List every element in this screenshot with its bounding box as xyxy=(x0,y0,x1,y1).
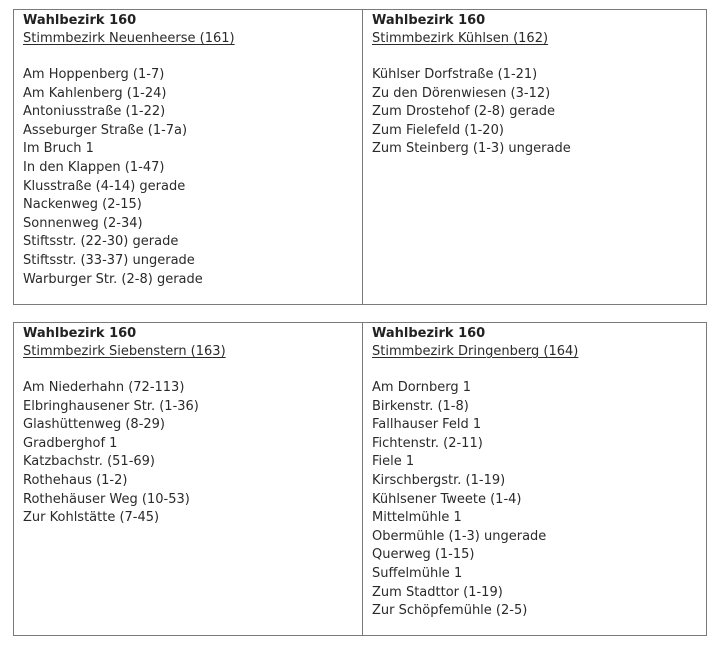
street-item: Katzbachstr. (51-69) xyxy=(23,454,155,470)
wahlbezirk-heading: Wahlbezirk 160 xyxy=(372,326,486,341)
street-item: Zur Kohlstätte (7-45) xyxy=(23,510,160,526)
street-item: Kirschbergstr. (1-19) xyxy=(372,472,506,488)
street-item: Zum Steinberg (1-3) ungerade xyxy=(372,141,571,157)
street-list xyxy=(372,379,708,621)
street-item: Rothehäuser Weg (10-53) xyxy=(23,491,190,507)
street-item: Elbringhausener Str. (1-36) xyxy=(23,398,199,414)
street-item: Am Dornberg 1 xyxy=(372,380,472,395)
wahlbezirk-heading: Wahlbezirk 160 xyxy=(372,13,486,28)
street-item: Zu den Dörenwiesen (3-12) xyxy=(372,85,551,101)
street-item: Zum Stadttor (1-19) xyxy=(372,584,503,600)
street-item: Zum Fielefeld (1-20) xyxy=(372,122,504,138)
street-item: Fichtenstr. (2-11) xyxy=(372,435,483,451)
street-item: Zur Schöpfemühle (2-5) xyxy=(372,603,528,619)
street-item: Gradberghof 1 xyxy=(23,435,118,451)
street-item: Stiftsstr. (33-37) ungerade xyxy=(23,252,195,268)
street-item: Birkenstr. (1-8) xyxy=(372,398,469,414)
street-item: Am Kahlenberg (1-24) xyxy=(23,85,167,101)
street-item: Kühlser Dorfstraße (1-21) xyxy=(372,67,538,82)
street-item: Am Hoppenberg (1-7) xyxy=(23,67,165,82)
wahlbezirk-heading: Wahlbezirk 160 xyxy=(23,13,137,28)
district-cell-dringenberg xyxy=(362,323,708,635)
street-item: Klusstraße (4-14) gerade xyxy=(23,178,186,194)
street-item: Mittelmühle 1 xyxy=(372,510,462,526)
street-item: Warburger Str. (2-8) gerade xyxy=(23,271,203,287)
street-item: Sonnenweg (2-34) xyxy=(23,215,143,231)
stimmbezirk-heading: Stimmbezirk Siebenstern (163) xyxy=(23,344,226,359)
street-item: In den Klappen (1-47) xyxy=(23,159,165,175)
district-cell-siebenstern xyxy=(14,323,362,635)
street-item: Glashüttenweg (8-29) xyxy=(23,417,165,433)
street-item: Fallhauser Feld 1 xyxy=(372,417,482,433)
street-item: Am Niederhahn (72-113) xyxy=(23,380,185,395)
street-item: Kühlsener Tweete (1-4) xyxy=(372,491,522,507)
street-item: Obermühle (1-3) ungerade xyxy=(372,528,547,544)
street-list xyxy=(23,379,362,528)
street-item: Querweg (1-15) xyxy=(372,547,475,563)
street-item: Stiftsstr. (22-30) gerade xyxy=(23,234,179,250)
street-list xyxy=(372,66,708,159)
wahlbezirk-heading: Wahlbezirk 160 xyxy=(23,326,137,341)
street-item: Im Bruch 1 xyxy=(23,141,94,157)
street-item: Nackenweg (2-15) xyxy=(23,197,142,213)
district-cell-kuehlsen xyxy=(362,10,708,304)
street-item: Asseburger Straße (1-7a) xyxy=(23,122,188,138)
street-item: Suffelmühle 1 xyxy=(372,565,463,581)
district-table-top xyxy=(13,9,707,305)
district-table-bottom xyxy=(13,322,707,636)
stimmbezirk-heading: Stimmbezirk Kühlsen (162) xyxy=(372,31,549,46)
street-list xyxy=(23,66,362,289)
street-item: Zum Drostehof (2-8) gerade xyxy=(372,104,556,120)
street-item: Antoniusstraße (1-22) xyxy=(23,104,166,120)
street-item: Rothehaus (1-2) xyxy=(23,472,128,488)
street-item: Fiele 1 xyxy=(372,454,415,470)
district-cell-neuenheerse xyxy=(14,10,362,304)
stimmbezirk-heading: Stimmbezirk Dringenberg (164) xyxy=(372,344,579,359)
stimmbezirk-heading: Stimmbezirk Neuenheerse (161) xyxy=(23,31,235,46)
